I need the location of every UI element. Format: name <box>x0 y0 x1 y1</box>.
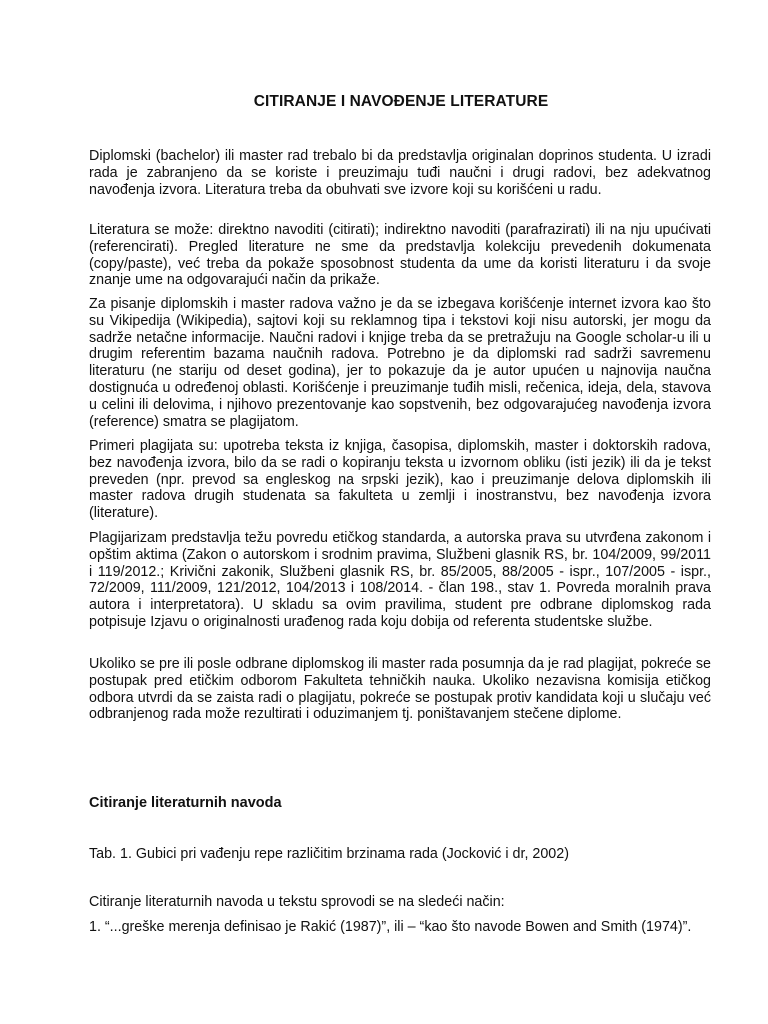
intro-line: Citiranje literaturnih navoda u tekstu sprovodi se na sledeći način: <box>89 894 505 910</box>
paragraph-literature-usage: Literatura se može: direktno navoditi (citirati); indirektno navoditi (parafrazirati) ili na nju upućivati (referencirati). Pregled literature ne sme da predstavlja kolekciju prevedenih dokumenata (copy/paste), već treba da pokaže sposobnost studenta da ume da koristi literaturu i da svoje znanje ume na odgovarajući način da prikaže. <box>89 222 711 289</box>
paragraph-plagiarism-law: Plagijarizam predstavlja težu povredu etičkog standarda, a autorska prava su utvrđena zakonom i opštim aktima (Zakon o autorskom i srodnim pravima, Službeni glasnik RS, br. 104/2009, 99/2011 i 119/2012.; Krivični zakonik, Službeni glasnik RS, br. 85/2005, 88/2005 - ispr., 107/2005 - ispr., 72/2009, 111/2009, 121/2012, 104/2013 i 108/2014. - član 198., stav 1. Povreda moralnih prava autora i interpretatora). U skladu sa ovim pravilima, student pre odbrane diplomskog rada potpisuje Izjavu o originalnosti urađenog rada koju dobija od referenta studentske službe. <box>89 530 711 630</box>
citation-example-1: 1. “...greške merenja definisao je Rakić (1987)”, ili – “kao što navode Bowen and Smith (1974)”. <box>89 919 692 935</box>
paragraph-internet-sources: Za pisanje diplomskih i master radova važno je da se izbegava korišćenje internet izvora kao što su Vikipedija (Wikipedia), sajtovi koji su reklamnog tipa i tekstovi koji nisu autorski, jer mogu da sadrže netačne informacije. Naučni radovi i knjige treba da se pretražuju na Google scholar-u ili u drugim referentim bazama naučnih radova. Potrebno je da diplomski rad sadrži savremenu literaturu (ne stariju od deset godina), jer to pokazuje da je autor upućen u najnovija naučna dostignuća u određenoj oblasti. Korišćenje i preuzimanje tuđih misli, rečenica, ideja, dela, stavova u celini ili delovima, i njihovo prezentovanje kao sopstvenih, bez odgovarajućeg navođenja izvora (reference) smatra se plagijatom. <box>89 296 711 430</box>
section-heading: Citiranje literaturnih navoda <box>89 795 282 811</box>
paragraph-intro: Diplomski (bachelor) ili master rad trebalo bi da predstavlja originalan doprinos studenta. U izradi rada je zabranjeno da se koriste i preuzimaju tuđi naučni i drugi radovi, bez adekvatnog navođenja izvora. Literatura treba da obuhvati sve izvore koji su korišćeni u radu. <box>89 148 711 198</box>
document-title: CITIRANJE I NAVOĐENJE LITERATURE <box>253 93 549 110</box>
table-caption: Tab. 1. Gubici pri vađenju repe različitim brzinama rada (Jocković i dr, 2002) <box>89 846 569 862</box>
paragraph-plagiarism-examples: Primeri plagijata su: upotreba teksta iz knjiga, časopisa, diplomskih, master i doktorskih radova, bez navođenja izvora, bilo da se radi o kopiranju teksta u izvornom obliku (isti jezik) ili da je tekst preveden (npr. prevod sa engleskog na srpski jezik), kao i preuzimanje delova diplomskih ili master radova drugih studenata sa fakulteta u zemlji i inostranstvu, bez navođenja izvora (literature). <box>89 438 711 522</box>
paragraph-ethics-committee: Ukoliko se pre ili posle odbrane diplomskog ili master rada posumnja da je rad plagijat, pokreće se postupak pred etičkim odborom Fakulteta tehničkih nauka. Ukoliko nezavisna komisija etičkog odbora utvrdi da se zaista radi o plagijatu, pokreće se postupak protiv kandidata koji u slučaju već odbranjenog rada može rezultirati i oduzimanjem tj. poništavanjem stečene diplome. <box>89 656 711 723</box>
